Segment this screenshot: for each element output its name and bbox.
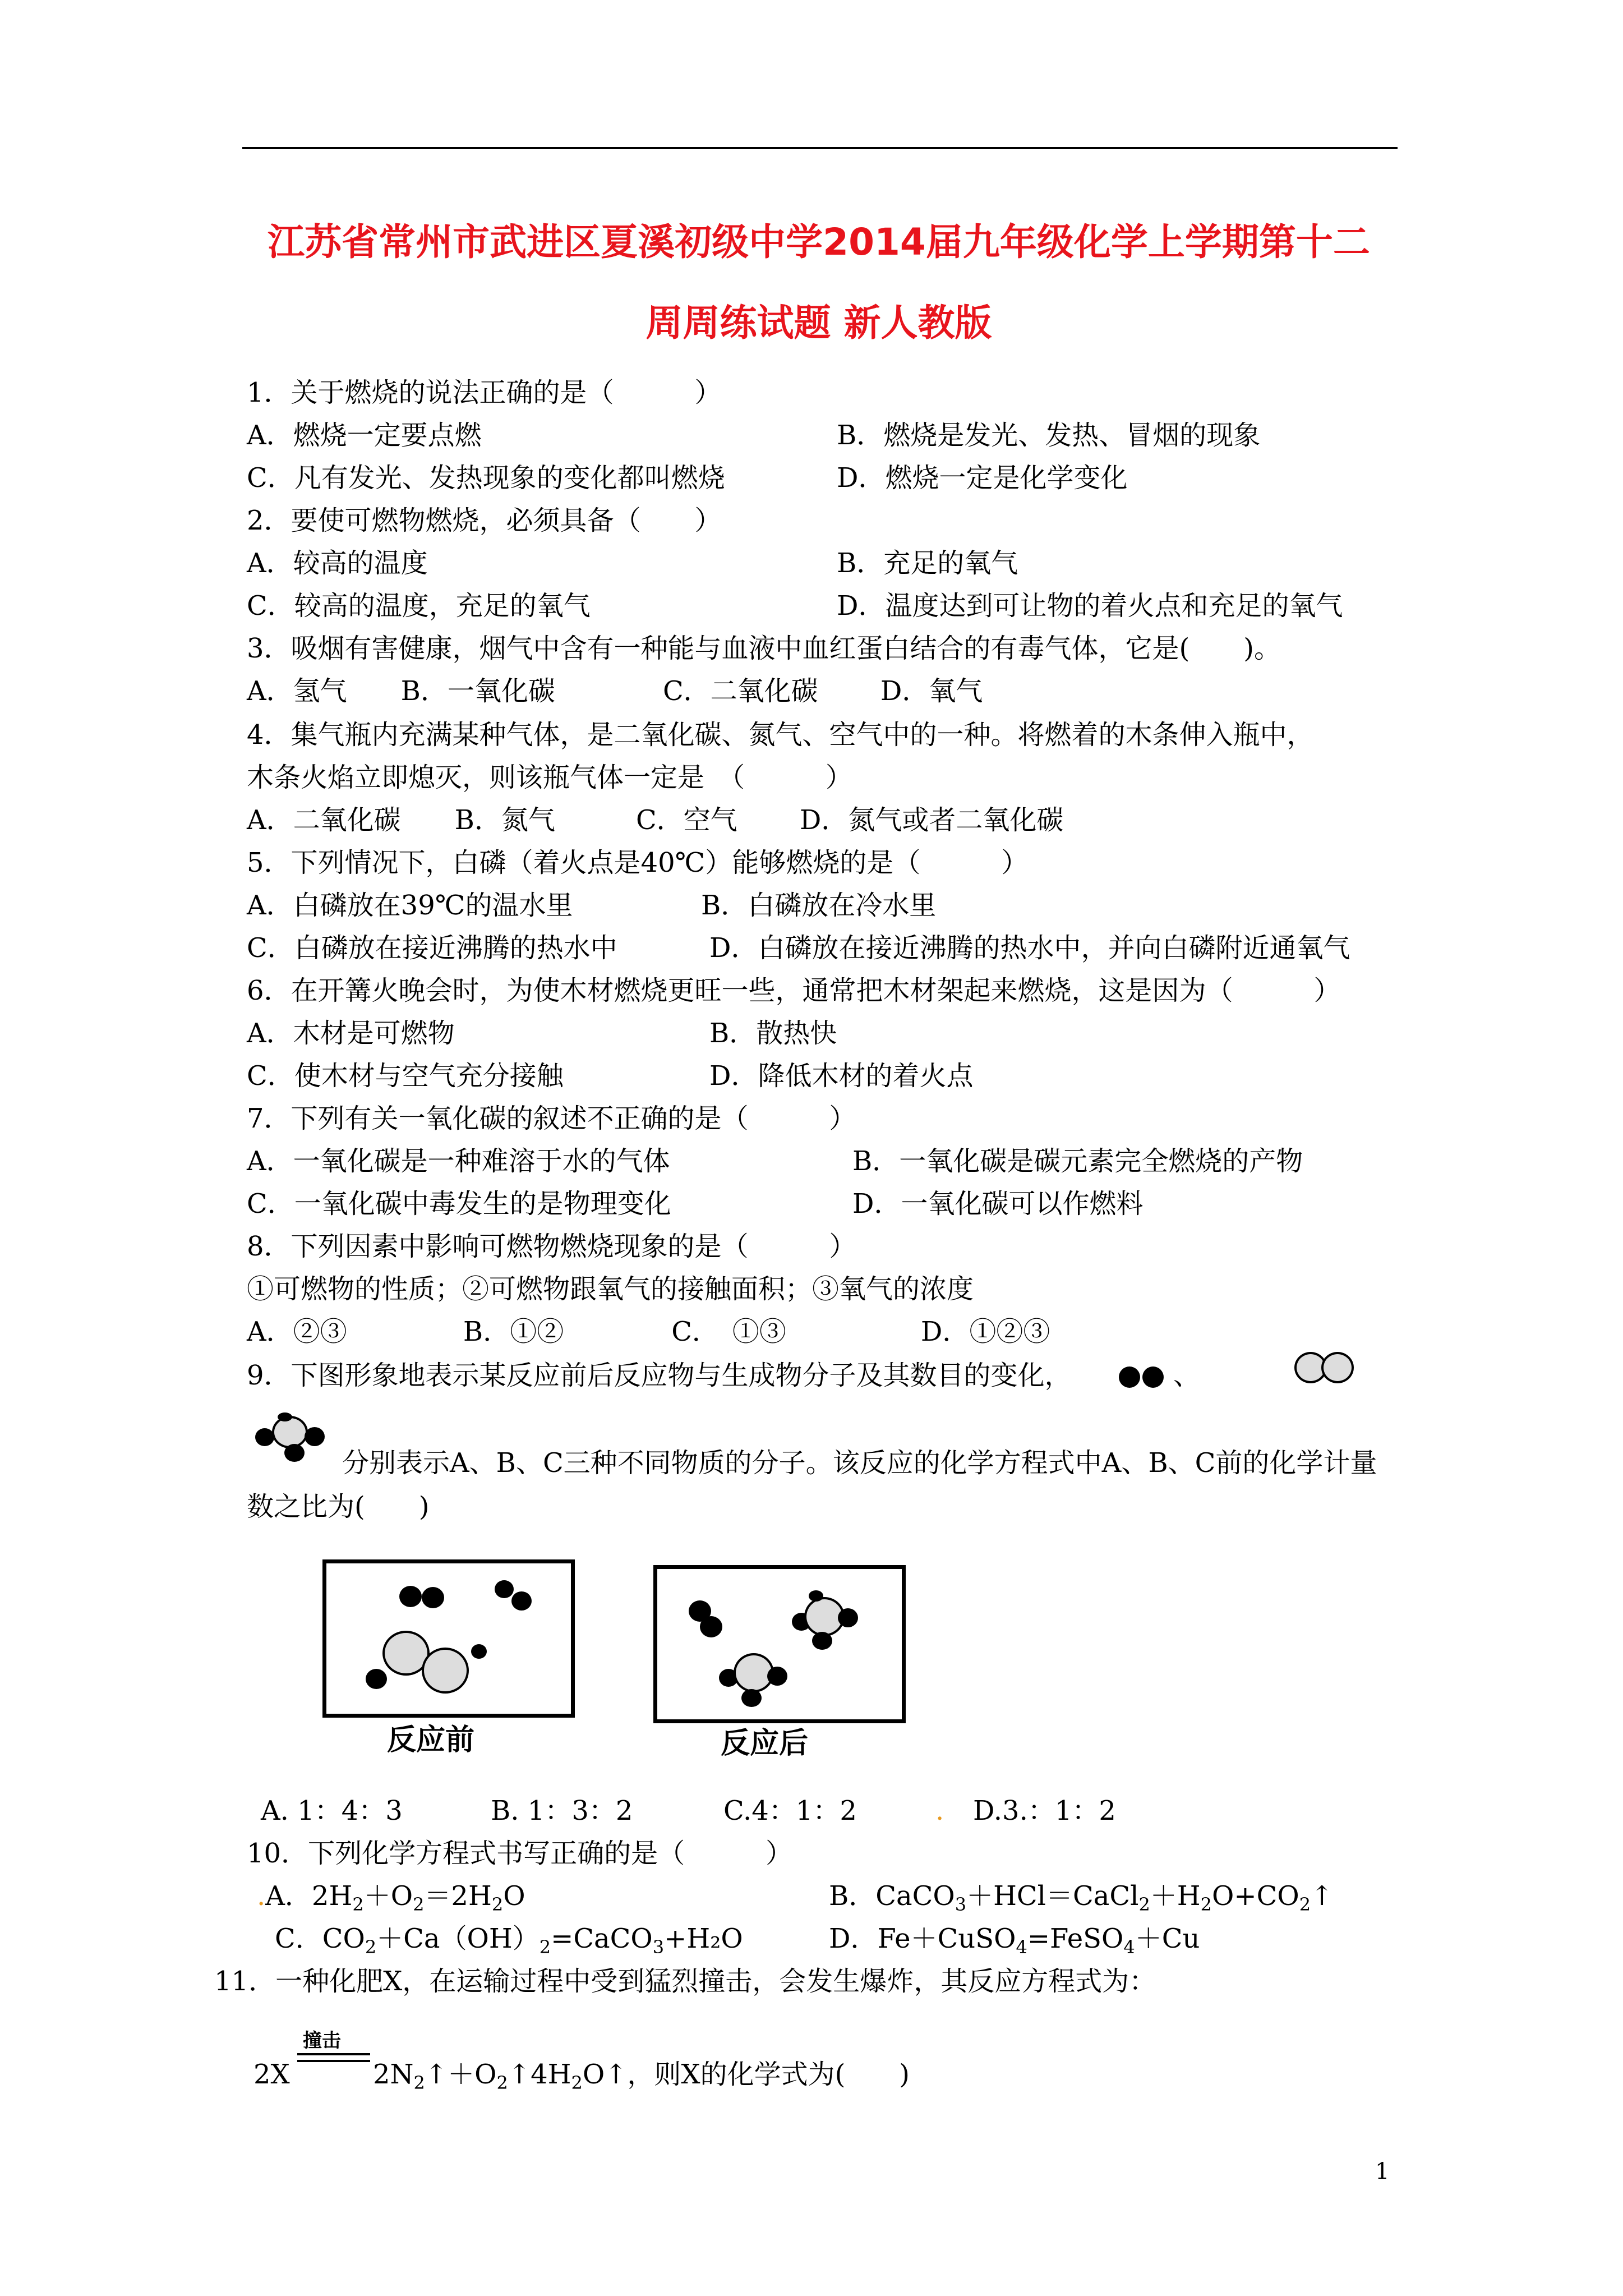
q10-stem: 10．下列化学方程式书写正确的是（ ） xyxy=(247,1838,793,1869)
q9-option-d-mark: . xyxy=(935,1795,944,1826)
after-reaction-label: 反应后 xyxy=(721,1727,809,1760)
q2-stem: 2．要使可燃物燃烧，必须具备（ ） xyxy=(247,505,722,536)
q8-factors: ①可燃物的性质；②可燃物跟氧气的接触面积；③氧气的浓度 xyxy=(247,1273,974,1305)
q6-option-a: A．木材是可燃物 xyxy=(247,1018,455,1049)
q5-stem: 5．下列情况下，白磷（着火点是40℃）能够燃烧的是（ ） xyxy=(247,847,1029,878)
q1-option-c: C．凡有发光、发热现象的变化都叫燃烧 xyxy=(247,462,725,494)
q1-stem: 1．关于燃烧的说法正确的是（ ） xyxy=(247,377,722,408)
q9-option-b: B. 1：3：2 xyxy=(491,1795,633,1826)
q1-option-d: D．燃烧一定是化学变化 xyxy=(837,462,1128,494)
molecule-a-icon xyxy=(1119,1364,1169,1389)
q9-option-a: A. 1：4：3 xyxy=(261,1795,403,1826)
q9-separator: 、 xyxy=(1173,1360,1201,1391)
q4-stem-line1: 4．集气瓶内充满某种气体，是二氧化碳、氮气、空气中的一种。将燃着的木条伸入瓶中， xyxy=(247,719,1314,751)
q3-stem: 3．吸烟有害健康，烟气中含有一种能与血液中血红蛋白结合的有毒气体，它是( )。 xyxy=(247,633,1281,664)
q5-option-b: B．白磷放在冷水里 xyxy=(701,890,937,921)
q9-option-c: C.4：1：2 xyxy=(723,1795,857,1826)
q6-option-b: B．散热快 xyxy=(709,1018,837,1049)
q11-equation-right: $2N_2↑+O_2↑4H_2O↑$，则X的化学式为( ) xyxy=(373,2059,910,2093)
document-title-line2: 周周练试题 新人教版 xyxy=(645,301,992,344)
q10-option-c: C．$CO_2+Ca(OH)_2=CaCO_3+H_2O$ xyxy=(275,1923,743,1958)
q10-option-a-mark: . xyxy=(257,1880,266,1912)
q3-options: A．氢气 B．一氧化碳 C．二氧化碳 D．氧气 xyxy=(247,675,983,707)
q2-option-a: A．较高的温度 xyxy=(247,547,428,579)
q9-stem-line1: 9．下图形象地表示某反应前后反应物与生成物分子及其数目的变化， xyxy=(247,1360,1072,1391)
molecule-c-icon xyxy=(255,1412,334,1463)
q2-option-c: C．较高的温度，充足的氧气 xyxy=(247,590,591,622)
q11-stem: 11．一种化肥X，在运输过程中受到猛烈撞击，会发生爆炸，其反应方程式为： xyxy=(214,1966,1156,1997)
q6-option-c: C．使木材与空气充分接触 xyxy=(247,1060,564,1092)
q7-option-a: A．一氧化碳是一种难溶于水的气体 xyxy=(247,1145,670,1177)
q8-stem: 8．下列因素中影响可燃物燃烧现象的是（ ） xyxy=(247,1231,856,1262)
after-reaction-box xyxy=(653,1565,906,1723)
q5-option-d: D．白磷放在接近沸腾的热水中，并向白磷附近通氧气 xyxy=(709,932,1350,964)
q11-equation-left: 2X xyxy=(253,2059,290,2090)
q4-options: A．二氧化碳 B．氮气 C．空气 D．氮气或者二氧化碳 xyxy=(247,804,1064,836)
q1-option-a: A．燃烧一定要点燃 xyxy=(247,420,482,451)
q10-option-b: B．$CaCO_3+HCl=CaCl_2+H_2O+CO_2↑$ xyxy=(829,1880,1334,1915)
q7-option-b: B．一氧化碳是碳元素完全燃烧的产物 xyxy=(852,1145,1303,1177)
q1-option-b: B．燃烧是发光、发热、冒烟的现象 xyxy=(837,420,1261,451)
q2-option-d: D．温度达到可让物的着火点和充足的氧气 xyxy=(837,590,1343,622)
q11-equals-bar-bottom xyxy=(297,2060,370,2062)
q5-option-c: C．白磷放在接近沸腾的热水中 xyxy=(247,932,617,964)
before-reaction-label: 反应前 xyxy=(387,1723,475,1757)
q10-option-a: .A．$2H_2+O_2=2H_2O$ xyxy=(257,1880,525,1915)
q11-condition-label: 撞击 xyxy=(303,2030,341,2052)
q11-equals-bar-top xyxy=(297,2053,370,2055)
q9-option-d: D.3.：1：2 xyxy=(973,1795,1116,1826)
molecule-b-icon xyxy=(1294,1352,1356,1386)
before-reaction-box xyxy=(322,1559,575,1718)
q7-option-d: D．一氧化碳可以作燃料 xyxy=(852,1188,1144,1220)
document-title-line1: 江苏省常州市武进区夏溪初级中学2014届九年级化学上学期第十二 xyxy=(268,220,1370,264)
q2-option-b: B．充足的氧气 xyxy=(837,547,1018,579)
q6-option-d: D．降低木材的着火点 xyxy=(709,1060,974,1092)
q4-stem-line2: 木条火焰立即熄灭，则该瓶气体一定是 （ ） xyxy=(247,762,853,793)
q9-stem-line3: 数之比为( ) xyxy=(247,1491,430,1522)
page-number: 1 xyxy=(1375,2159,1390,2184)
q9-stem-line2: 分别表示A、B、C三种不同物质的分子。该反应的化学方程式中A、B、C前的化学计量 xyxy=(342,1447,1377,1479)
header-rule xyxy=(242,147,1398,149)
q7-option-c: C．一氧化碳中毒发生的是物理变化 xyxy=(247,1188,671,1220)
q8-options: A．②③ B．①② C． ①③ D．①②③ xyxy=(247,1316,1050,1347)
q6-stem: 6．在开篝火晚会时，为使木材燃烧更旺一些，通常把木材架起来燃烧，这是因为（ ） xyxy=(247,975,1341,1006)
q10-option-d: D．Fe＋CuSO$_4$=FeSO$_4$＋Cu xyxy=(829,1923,1200,1958)
q5-option-a: A．白磷放在39℃的温水里 xyxy=(247,890,573,921)
q7-stem: 7．下列有关一氧化碳的叙述不正确的是（ ） xyxy=(247,1103,856,1134)
